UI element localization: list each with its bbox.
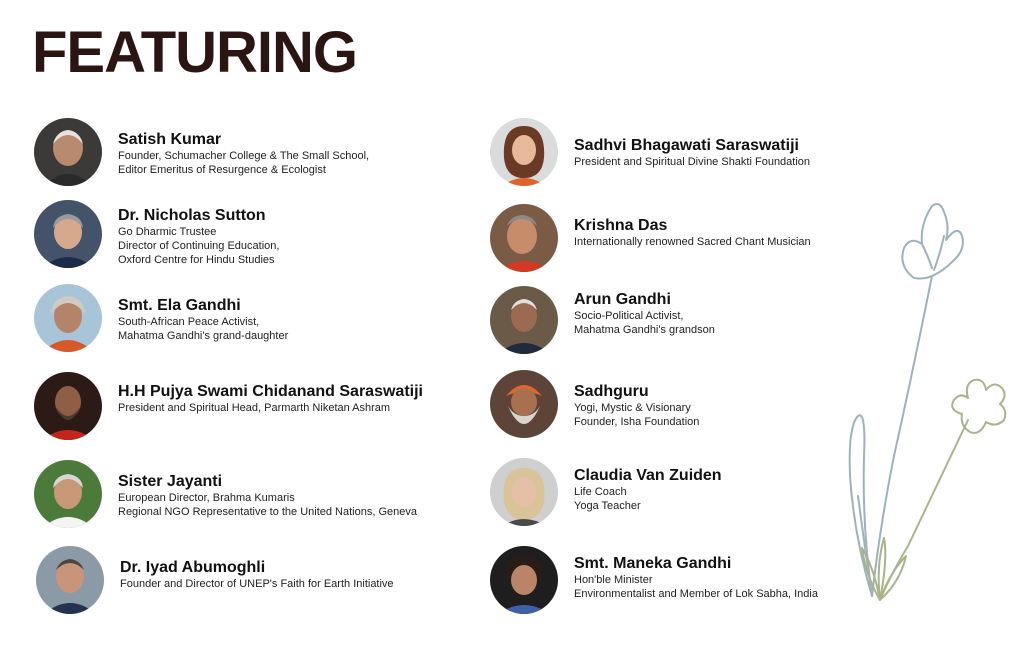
- speaker-role: Go Dharmic Trustee: [118, 226, 217, 238]
- speaker-role: Founder and Director of UNEP's Faith for Earth Initiative: [120, 578, 394, 590]
- speaker-role: Mahatma Gandhi's grand-daughter: [118, 330, 289, 342]
- speaker-name: Smt. Maneka Gandhi: [574, 555, 732, 572]
- speaker-photo: [490, 370, 558, 438]
- speaker-role: Yogi, Mystic & Visionary: [574, 402, 691, 414]
- speaker-name: Smt. Ela Gandhi: [118, 297, 241, 314]
- speaker-role: Yoga Teacher: [574, 500, 641, 512]
- speaker-photo: [34, 200, 102, 268]
- speaker-role: Internationally renowned Sacred Chant Musician: [574, 236, 811, 248]
- speaker-name: Dr. Nicholas Sutton: [118, 207, 266, 224]
- speaker-name: Satish Kumar: [118, 131, 222, 148]
- speaker-name: Sadhvi Bhagawati Saraswatiji: [574, 137, 799, 154]
- speaker-role: President and Spiritual Head, Parmarth Niketan Ashram: [118, 402, 391, 414]
- speaker-name: Dr. Iyad Abumoghli: [120, 559, 266, 576]
- speaker-photo: [490, 546, 558, 614]
- speaker-name: Sister Jayanti: [118, 473, 223, 490]
- speaker-role: Oxford Centre for Hindu Studies: [118, 254, 275, 266]
- speaker-photo: [34, 460, 102, 528]
- speaker-photo: [36, 546, 104, 614]
- speaker-role: Mahatma Gandhi's grandson: [574, 324, 715, 336]
- speaker-name: Krishna Das: [574, 217, 668, 234]
- speaker-role: Founder, Schumacher College & The Small School,: [118, 150, 370, 162]
- speaker-role: Founder, Isha Foundation: [574, 416, 700, 428]
- speaker-role: Director of Continuing Education,: [118, 240, 280, 252]
- speaker-photo: [490, 458, 558, 526]
- flower-illustration: [836, 196, 1016, 616]
- speaker-role: Environmentalist and Member of Lok Sabha, India: [574, 588, 818, 600]
- speaker-name: Arun Gandhi: [574, 291, 671, 308]
- speaker-photo: [34, 118, 102, 186]
- speaker-role: Hon'ble Minister: [574, 574, 653, 586]
- green-flower-icon: [952, 380, 1005, 433]
- speaker-photo: [490, 204, 558, 272]
- speaker-role: European Director, Brahma Kumaris: [118, 492, 295, 504]
- speaker-role: South-African Peace Activist,: [118, 316, 260, 328]
- page-title: FEATURING: [32, 20, 358, 85]
- speaker-name: Claudia Van Zuiden: [574, 467, 722, 484]
- speaker-role: Editor Emeritus of Resurgence & Ecologist: [118, 164, 326, 176]
- speaker-role: Socio-Political Activist,: [574, 310, 684, 322]
- speaker-name: H.H Pujya Swami Chidanand Saraswatiji: [118, 383, 423, 400]
- speaker-photo: [490, 286, 558, 354]
- speaker-name: Sadhguru: [574, 383, 649, 400]
- speaker-photo: [34, 284, 102, 352]
- speaker-photo: [490, 118, 558, 186]
- speaker-photo: [34, 372, 102, 440]
- speaker-role: Regional NGO Representative to the United Nations, Geneva: [118, 506, 417, 518]
- speaker-role: President and Spiritual Divine Shakti Foundation: [574, 156, 811, 168]
- speaker-role: Life Coach: [574, 486, 627, 498]
